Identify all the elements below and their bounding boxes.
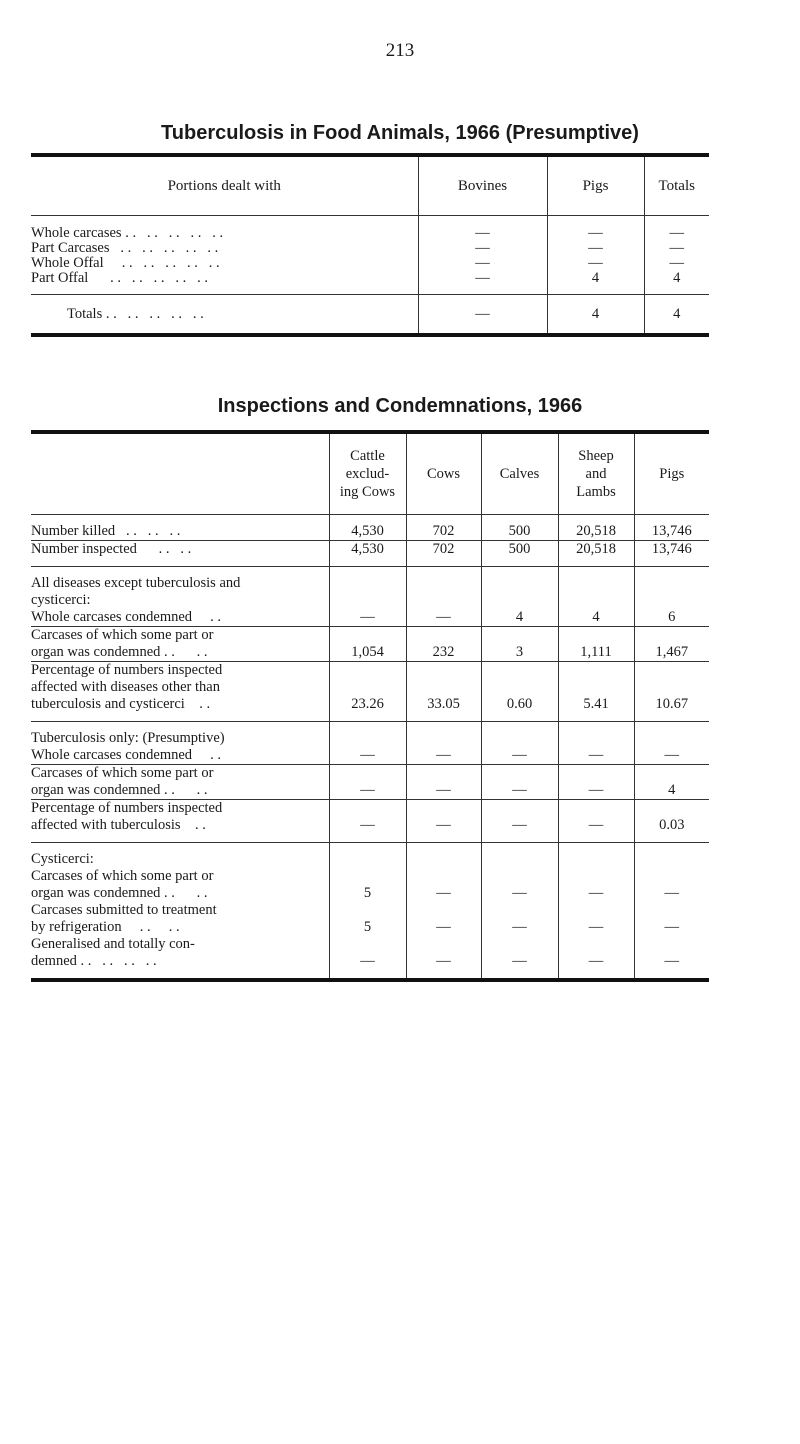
table-row (31, 515, 709, 541)
cell-bovines: — (418, 241, 547, 256)
cell-pigs: 13,746 (634, 515, 709, 541)
cell-bovines: — (418, 295, 547, 336)
table-row (31, 627, 709, 662)
cell-sheep: — (558, 902, 634, 936)
cell-sheep: — (558, 765, 634, 800)
cell-cows: — (406, 902, 481, 936)
row-label: Whole carcases . . . . . . . . . . (31, 225, 224, 241)
cell-cattle: 5 (329, 902, 406, 936)
cell-sheep: — (558, 800, 634, 843)
row-label: Percentage of numbers inspected affected with diseases other than tuberculosis and cysticerci . . (31, 662, 329, 722)
cell-pigs: 4 (634, 765, 709, 800)
totals-label: Totals . . . . . . . . . . (67, 305, 204, 322)
table1-header-row (31, 155, 709, 216)
header-pigs: Pigs (547, 155, 644, 216)
cell-pigs: — (547, 241, 644, 256)
page-number: 213 (385, 40, 415, 61)
cell-cattle: 4,530 (329, 541, 406, 567)
cell-cattle: — (329, 936, 406, 980)
header-totals: Totals (644, 155, 709, 216)
cell-calves: — (481, 843, 558, 903)
row-label: Number killed . . . . . . (31, 515, 329, 541)
table-row (31, 256, 709, 271)
cell-cows: 702 (406, 541, 481, 567)
table-row (31, 800, 709, 843)
table-section (31, 843, 709, 981)
cell-pigs: 13,746 (634, 541, 709, 567)
cell-calves: 4 (481, 567, 558, 627)
cell-calves: — (481, 722, 558, 765)
table-row (31, 902, 709, 936)
header-sheep: Sheep and Lambs (558, 432, 634, 515)
cell-bovines: — (418, 216, 547, 242)
cell-pigs: 4 (547, 271, 644, 295)
cell-pigs: 1,467 (634, 627, 709, 662)
cell-cattle: — (329, 800, 406, 843)
cell-calves: 3 (481, 627, 558, 662)
table-row (31, 567, 709, 627)
cell-cows: — (406, 567, 481, 627)
cell-sheep: 20,518 (558, 515, 634, 541)
cell-sheep: — (558, 936, 634, 980)
cell-calves: — (481, 902, 558, 936)
row-label: Carcases of which some part or organ was condemned . . . . (31, 627, 329, 662)
cell-cows: — (406, 722, 481, 765)
cell-pigs: 0.03 (634, 800, 709, 843)
totals-row (31, 295, 709, 336)
header-blank (31, 432, 329, 515)
table-row (31, 936, 709, 980)
header-cows: Cows (406, 432, 481, 515)
cell-sheep: 20,518 (558, 541, 634, 567)
cell-pigs: — (634, 902, 709, 936)
row-label: Part Offal . . . . . . . . . . (31, 271, 418, 295)
header-portions: Portions dealt with (31, 155, 418, 216)
cell-bovines: — (418, 271, 547, 295)
table1-title: Tuberculosis in Food Animals, 1966 (Presumptive) (161, 122, 639, 144)
cell-cows: — (406, 765, 481, 800)
table-row (31, 541, 709, 567)
tuberculosis-table (31, 153, 709, 337)
cell-pigs: — (634, 936, 709, 980)
row-label: Number inspected . . . . (31, 541, 329, 567)
cell-cattle: — (329, 567, 406, 627)
row-label: Generalised and totally con- demned . . . . . . . . (31, 936, 195, 969)
table-row (31, 662, 709, 722)
cell-pigs: 4 (547, 295, 644, 336)
row-label: Percentage of numbers inspected affected with tuberculosis . . (31, 800, 329, 843)
cell-cows: 702 (406, 515, 481, 541)
header-bovines: Bovines (418, 155, 547, 216)
cell-cattle: 5 (329, 843, 406, 903)
cell-sheep: 5.41 (558, 662, 634, 722)
row-label: Cysticerci: Carcases of which some part or organ was condemned . . . . (31, 851, 214, 901)
cell-sheep: 4 (558, 567, 634, 627)
table-row (31, 722, 709, 765)
table-section (31, 567, 709, 722)
cell-calves: — (481, 800, 558, 843)
cell-cows: — (406, 800, 481, 843)
header-cattle: Cattle exclud- ing Cows (329, 432, 406, 515)
cell-cattle: 4,530 (329, 515, 406, 541)
cell-totals: — (644, 216, 709, 242)
cell-sheep: — (558, 843, 634, 903)
cell-cows: 33.05 (406, 662, 481, 722)
cell-cattle: 1,054 (329, 627, 406, 662)
cell-totals: — (644, 256, 709, 271)
cell-pigs: 10.67 (634, 662, 709, 722)
table2-header-row (31, 432, 709, 515)
row-label: Whole Offal . . . . . . . . . . (31, 255, 220, 271)
cell-pigs: — (547, 216, 644, 242)
row-label: All diseases except tuberculosis and cysticerci: Whole carcases condemned . . (31, 567, 329, 627)
cell-totals: 4 (644, 271, 709, 295)
table-section (31, 515, 709, 567)
table-row (31, 216, 709, 242)
cell-totals: 4 (644, 295, 709, 336)
row-label: Tuberculosis only: (Presumptive) Whole carcases condemned . . (31, 722, 329, 765)
cell-pigs: 6 (634, 567, 709, 627)
cell-calves: — (481, 936, 558, 980)
row-label: Part Carcases . . . . . . . . . . (31, 240, 219, 256)
cell-pigs: — (634, 843, 709, 903)
cell-calves: — (481, 765, 558, 800)
cell-sheep: — (558, 722, 634, 765)
cell-cows: 232 (406, 627, 481, 662)
header-calves: Calves (481, 432, 558, 515)
cell-pigs: — (547, 256, 644, 271)
cell-cattle: — (329, 765, 406, 800)
row-label: Carcases of which some part or organ was condemned . . . . (31, 765, 329, 800)
cell-cattle: — (329, 722, 406, 765)
inspections-table (31, 430, 709, 982)
cell-sheep: 1,111 (558, 627, 634, 662)
table-row (31, 765, 709, 800)
row-label: Carcases submitted to treatment by refrigeration . . . . (31, 902, 217, 935)
table-row (31, 271, 709, 295)
cell-cattle: 23.26 (329, 662, 406, 722)
cell-bovines: — (418, 256, 547, 271)
table2-title: Inspections and Condemnations, 1966 (217, 395, 583, 417)
table-section (31, 722, 709, 843)
cell-totals: — (644, 241, 709, 256)
cell-calves: 500 (481, 541, 558, 567)
cell-cows: — (406, 843, 481, 903)
cell-calves: 0.60 (481, 662, 558, 722)
cell-pigs: — (634, 722, 709, 765)
header-pigs: Pigs (634, 432, 709, 515)
cell-cows: — (406, 936, 481, 980)
table-row (31, 843, 709, 903)
cell-calves: 500 (481, 515, 558, 541)
table-row (31, 241, 709, 256)
